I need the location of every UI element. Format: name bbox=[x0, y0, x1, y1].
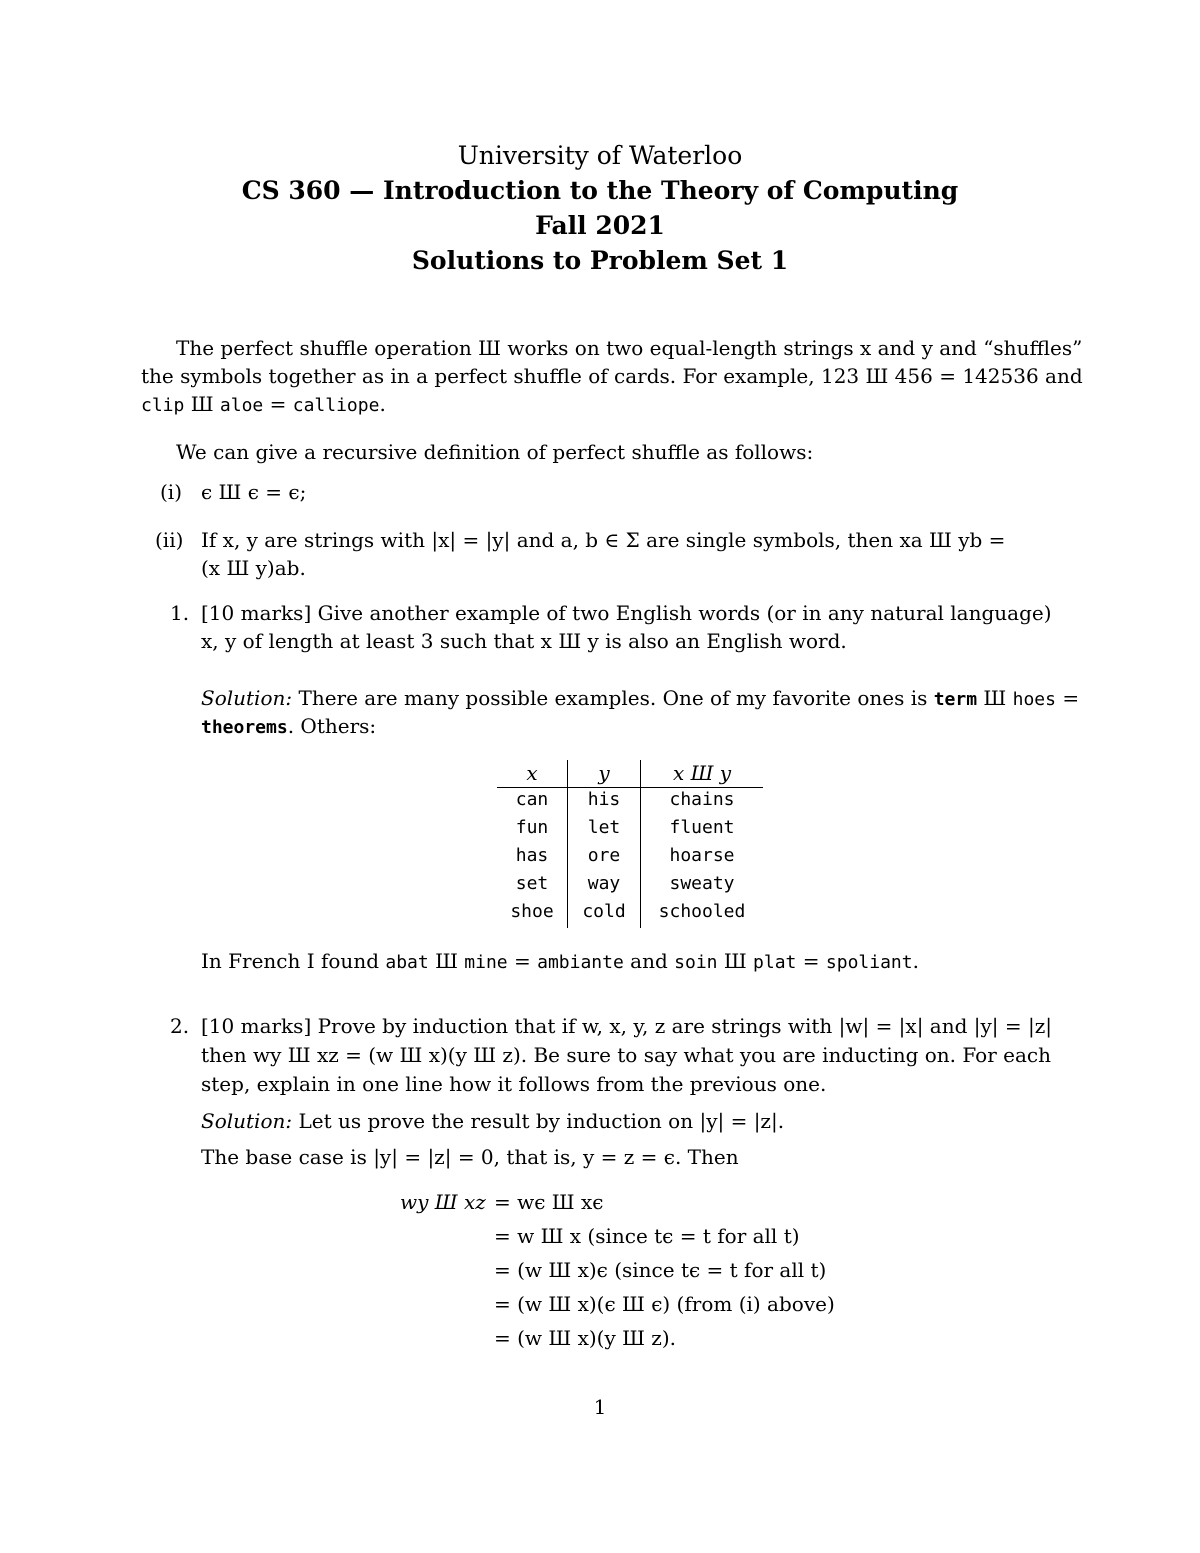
table-cell: cold bbox=[582, 901, 626, 922]
equals-sign: = bbox=[263, 392, 293, 416]
base-case: The base case is |y| = |z| = 0, that is, y = z = ϵ. Then bbox=[201, 1145, 739, 1169]
table-header-shuffle: x Ш y bbox=[672, 761, 732, 785]
table-cell: chains bbox=[669, 789, 735, 810]
table-header-y: y bbox=[598, 761, 610, 785]
table-cell: sweaty bbox=[669, 873, 735, 894]
word-mine: mine bbox=[464, 952, 508, 973]
french-text: In French I found bbox=[201, 949, 386, 973]
shuffle-symbol: Ш bbox=[717, 949, 754, 973]
table-cell: ore bbox=[587, 845, 621, 866]
word-aloe: aloe bbox=[219, 395, 264, 416]
problem-2-line-1: [10 marks] Prove by induction that if w, x, y, z are strings with |w| = |x| and |y| = |z| bbox=[201, 1014, 1053, 1038]
table-cell: way bbox=[587, 873, 621, 894]
problem-1-solution-line-2 bbox=[201, 716, 376, 737]
table-cell: let bbox=[587, 817, 621, 838]
word-spoliant: spoliant bbox=[825, 952, 913, 973]
problem-2-line-3: step, explain in one line how it follows from the previous one. bbox=[201, 1072, 827, 1096]
equals-sign: = bbox=[507, 949, 538, 973]
period: . bbox=[379, 392, 386, 416]
document-title: Solutions to Problem Set 1 bbox=[411, 246, 789, 275]
page-number: 1 bbox=[593, 1395, 607, 1419]
intro-line-1: The perfect shuffle operation Ш works on two equal-length strings x and y and “shuffles” bbox=[176, 336, 1083, 360]
recursive-lead: We can give a recursive definition of perfect shuffle as follows: bbox=[176, 440, 814, 464]
french-examples bbox=[201, 951, 919, 972]
problem-1-solution-line-1 bbox=[201, 688, 1079, 709]
item-ii-line-1: If x, y are strings with |x| = |y| and a, b ∈ Σ are single symbols, then xa Ш yb = bbox=[201, 528, 1006, 552]
word-theorems: theorems bbox=[201, 717, 288, 738]
solution-text: . Others: bbox=[287, 714, 377, 738]
table-header-rule bbox=[497, 787, 763, 788]
intro-line-3 bbox=[141, 394, 386, 415]
solution-text: There are many possible examples. One of my favorite ones is bbox=[292, 686, 934, 710]
shuffle-symbol: Ш bbox=[184, 392, 220, 416]
course-title: CS 360 — Introduction to the Theory of Computing bbox=[241, 176, 959, 205]
equation-row: = (w Ш x)ϵ (since tϵ = t for all t) bbox=[494, 1258, 827, 1282]
shuffle-symbol: Ш bbox=[977, 686, 1013, 710]
problem-1-line-2: x, y of length at least 3 such that x Ш y is also an English word. bbox=[201, 629, 847, 653]
solution-label: Solution: bbox=[201, 1109, 293, 1133]
table-cell: fun bbox=[515, 817, 549, 838]
equation-row: = w Ш x (since tϵ = t for all t) bbox=[494, 1224, 800, 1248]
word-abat: abat bbox=[385, 952, 429, 973]
table-cell: his bbox=[587, 789, 621, 810]
word-calliope: calliope bbox=[292, 395, 380, 416]
university-title: University of Waterloo bbox=[457, 141, 743, 170]
table-cell: schooled bbox=[658, 901, 746, 922]
solution-label: Solution: bbox=[201, 686, 293, 710]
equation-row: = wϵ Ш xϵ bbox=[494, 1190, 604, 1214]
table-cell: can bbox=[515, 789, 549, 810]
term-title: Fall 2021 bbox=[535, 211, 665, 240]
table-cell: shoe bbox=[510, 901, 554, 922]
solution-text: Let us prove the result by induction on |y| = |z|. bbox=[292, 1109, 785, 1133]
table-cell: fluent bbox=[669, 817, 735, 838]
equation-row: = (w Ш x)(y Ш z). bbox=[494, 1326, 676, 1350]
problem-1-line-1: [10 marks] Give another example of two English words (or in any natural language) bbox=[201, 601, 1052, 625]
table-cell: set bbox=[515, 873, 549, 894]
problem-2-line-2: then wy Ш xz = (w Ш x)(y Ш z). Be sure to say what you are inducting on. For each bbox=[201, 1043, 1051, 1067]
table-cell: has bbox=[515, 845, 549, 866]
word-term: term bbox=[933, 689, 978, 710]
table-header-x: x bbox=[526, 761, 538, 785]
problem-2-number: 2. bbox=[170, 1014, 190, 1038]
word-soin: soin bbox=[674, 952, 718, 973]
equation-lhs: wy Ш xz bbox=[400, 1190, 486, 1214]
word-plat: plat bbox=[753, 952, 797, 973]
equals-sign: = bbox=[1055, 686, 1080, 710]
equals-sign: = bbox=[796, 949, 826, 973]
table-cell: hoarse bbox=[669, 845, 735, 866]
word-clip: clip bbox=[141, 395, 185, 416]
item-i-text: ϵ Ш ϵ = ϵ; bbox=[201, 480, 307, 504]
intro-line-2: the symbols together as in a perfect shuffle of cards. For example, 123 Ш 456 = 142536 and bbox=[141, 364, 1083, 388]
item-ii-line-2: (x Ш y)ab. bbox=[201, 556, 306, 580]
period: . bbox=[912, 949, 919, 973]
shuffle-symbol: Ш bbox=[428, 949, 465, 973]
word-hoes: hoes bbox=[1012, 689, 1056, 710]
problem-1-number: 1. bbox=[170, 601, 190, 625]
word-ambiante: ambiante bbox=[537, 952, 624, 973]
problem-2-solution bbox=[201, 1111, 784, 1131]
french-text: and bbox=[623, 949, 675, 973]
item-i-label: (i) bbox=[160, 480, 183, 504]
equation-row: = (w Ш x)(ϵ Ш ϵ) (from (i) above) bbox=[494, 1292, 835, 1316]
item-ii-label: (ii) bbox=[155, 528, 184, 552]
